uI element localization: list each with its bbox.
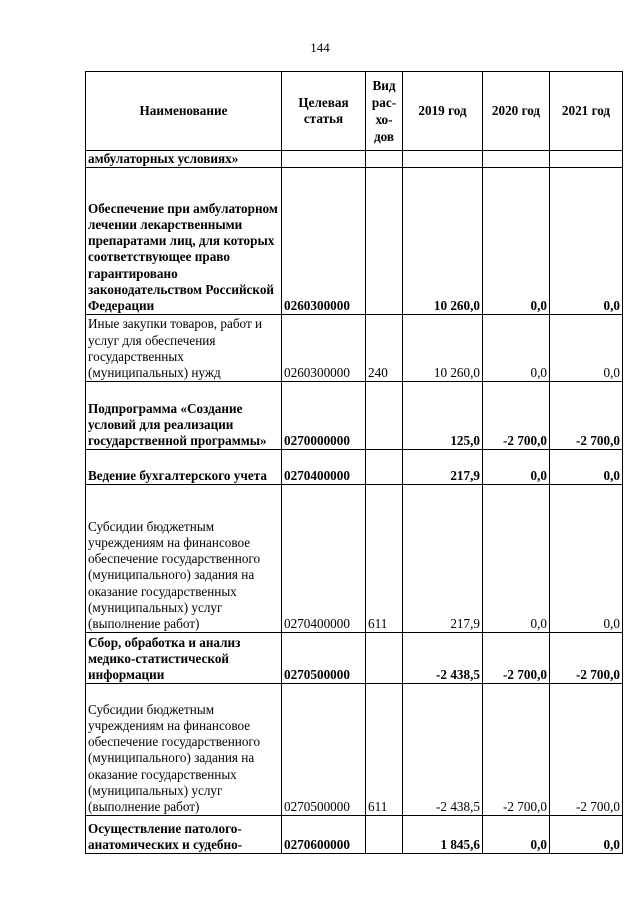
row-value-2021 <box>550 151 623 168</box>
table-row <box>86 315 623 382</box>
row-name: Сбор, обработка и анализ медико-статистической информации <box>86 633 282 684</box>
row-value-2020: 0,0 <box>483 816 550 854</box>
row-value-2019: -2 438,5 <box>403 633 483 684</box>
row-value-2021: 0,0 <box>550 816 623 854</box>
row-value-2021: 0,0 <box>550 485 623 633</box>
row-value-2020: -2 700,0 <box>483 382 550 450</box>
row-name: Субсидии бюджетным учреждениям на финансовое обеспечение государственного (муниципального) задания на оказание государственных (муниципальных) услуг (выполнение работ) <box>86 684 282 816</box>
row-value-2019: 10 260,0 <box>403 168 483 315</box>
header-year-2019: 2019 год <box>403 72 483 151</box>
header-year-2020: 2020 год <box>483 72 550 151</box>
row-value-2020: -2 700,0 <box>483 684 550 816</box>
row-value-2021: 0,0 <box>550 450 623 485</box>
row-expense-type <box>366 151 403 168</box>
row-name: Осуществление патолого-анатомических и судебно- <box>86 816 282 854</box>
row-target-article: 0270500000 <box>282 633 366 684</box>
header-target-article: Целевая статья <box>282 72 366 151</box>
row-name: Иные закупки товаров, работ и услуг для обеспечения государственных (муниципальных) нужд <box>86 315 282 382</box>
row-target-article: 0260300000 <box>282 315 366 382</box>
header-expense-type: Вид рас-хо-дов <box>366 72 403 151</box>
table-body <box>86 151 623 854</box>
row-target-article: 0270400000 <box>282 450 366 485</box>
row-value-2021: 0,0 <box>550 315 623 382</box>
row-value-2020: 0,0 <box>483 315 550 382</box>
row-target-article: 0270400000 <box>282 485 366 633</box>
row-expense-type <box>366 450 403 485</box>
row-expense-type <box>366 168 403 315</box>
row-value-2020: 0,0 <box>483 485 550 633</box>
row-expense-type <box>366 633 403 684</box>
row-value-2019: 217,9 <box>403 450 483 485</box>
table-row <box>86 382 623 450</box>
row-value-2019: -2 438,5 <box>403 684 483 816</box>
row-expense-type <box>366 382 403 450</box>
row-value-2021: -2 700,0 <box>550 633 623 684</box>
table-row <box>86 151 623 168</box>
row-target-article <box>282 151 366 168</box>
table-row <box>86 450 623 485</box>
row-value-2021: -2 700,0 <box>550 382 623 450</box>
row-value-2019: 10 260,0 <box>403 315 483 382</box>
table-row <box>86 485 623 633</box>
row-expense-type: 240 <box>366 315 403 382</box>
header-year-2021: 2021 год <box>550 72 623 151</box>
row-expense-type: 611 <box>366 684 403 816</box>
row-value-2019 <box>403 151 483 168</box>
row-value-2020: -2 700,0 <box>483 633 550 684</box>
row-value-2019: 1 845,6 <box>403 816 483 854</box>
row-value-2019: 217,9 <box>403 485 483 633</box>
row-value-2021: -2 700,0 <box>550 684 623 816</box>
table-row <box>86 816 623 854</box>
row-target-article: 0260300000 <box>282 168 366 315</box>
row-value-2020: 0,0 <box>483 450 550 485</box>
row-value-2019: 125,0 <box>403 382 483 450</box>
row-name: Подпрограмма «Создание условий для реализации государственной программы» <box>86 382 282 450</box>
row-name: Ведение бухгалтерского учета <box>86 450 282 485</box>
row-target-article: 0270600000 <box>282 816 366 854</box>
row-target-article: 0270000000 <box>282 382 366 450</box>
budget-table <box>85 71 623 854</box>
row-name: амбулаторных условиях» <box>86 151 282 168</box>
row-expense-type <box>366 816 403 854</box>
table-row <box>86 633 623 684</box>
row-value-2021: 0,0 <box>550 168 623 315</box>
table-row <box>86 684 623 816</box>
row-value-2020 <box>483 151 550 168</box>
row-name: Обеспечение при амбулаторном лечении лекарственными препаратами лиц, для которых соответствующее право гарантировано законодательством Российской Федерации <box>86 168 282 315</box>
row-target-article: 0270500000 <box>282 684 366 816</box>
row-expense-type: 611 <box>366 485 403 633</box>
header-name: Наименование <box>86 72 282 151</box>
row-value-2020: 0,0 <box>483 168 550 315</box>
table-row <box>86 168 623 315</box>
row-name: Субсидии бюджетным учреждениям на финансовое обеспечение государственного (муниципального) задания на оказание государственных (муниципальных) услуг (выполнение работ) <box>86 485 282 633</box>
table-header-row <box>86 72 623 151</box>
page-number: 144 <box>310 40 330 55</box>
